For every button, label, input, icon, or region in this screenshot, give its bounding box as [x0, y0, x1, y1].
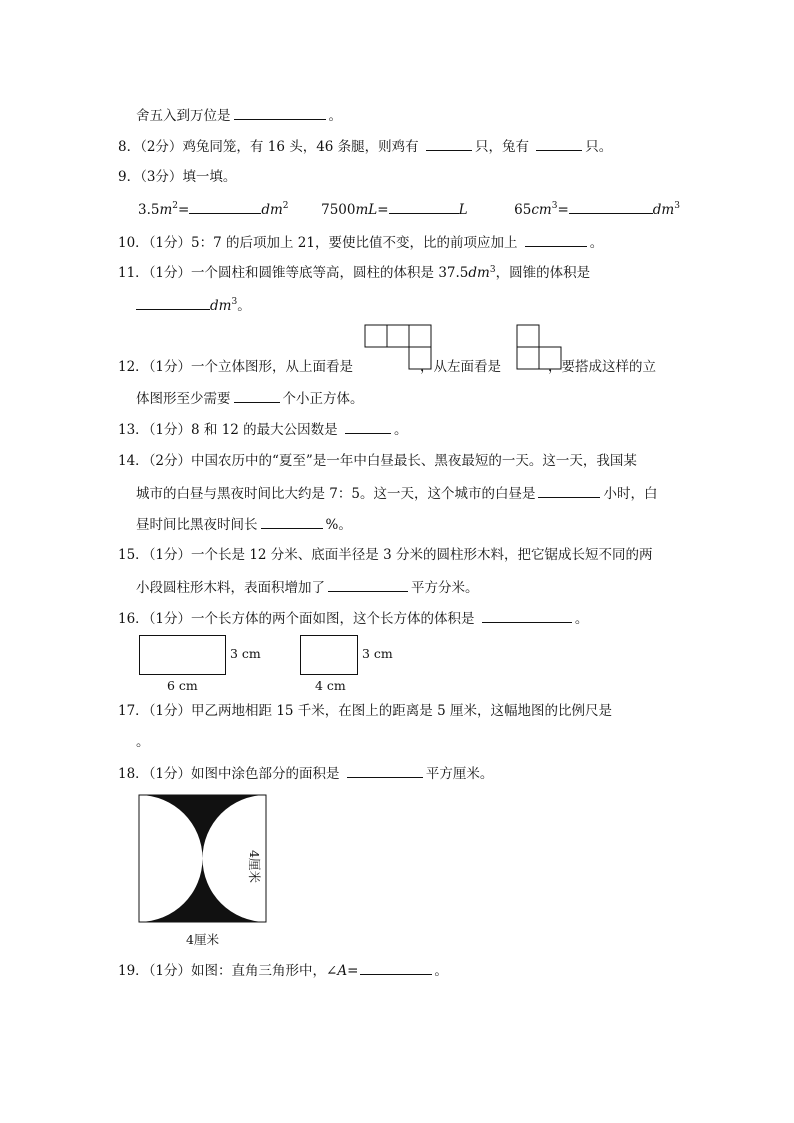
answer-blank-a[interactable]	[189, 200, 261, 214]
answer-blank-percent[interactable]	[261, 515, 323, 529]
face-2-height-label: 3 cm	[362, 646, 393, 661]
question-15-line2: 小段圆柱形木料，表面积增加了 平方分米。	[136, 580, 479, 596]
question-13: 13．（1分）8 和 12 的最大公因数是 。	[118, 422, 408, 438]
answer-blank-chicken[interactable]	[426, 137, 472, 151]
face-1-height-label: 3 cm	[230, 646, 261, 661]
question-12-continuation: 体图形至少需要 个小正方体。	[136, 391, 364, 407]
question-8: 8．（2分）鸡兔同笼，有 16 头，46 条腿，则鸡有 只，兔有 只。	[118, 139, 613, 155]
answer-blank-hours[interactable]	[538, 484, 600, 498]
question-14: 14．（2分）中国农历中的“夏至”是一年中白昼最长、黑夜最短的一天。这一天，我国某	[118, 453, 637, 469]
question-14-line2: 城市的白昼与黑夜时间比大约是 7：5。这一天，这个城市的白昼是 小时，白	[136, 486, 658, 502]
question-18: 18．（1分）如图中涂色部分的面积是 平方厘米。	[118, 766, 494, 782]
figure-side-label: 4厘米	[247, 850, 262, 883]
answer-blank-b[interactable]	[389, 200, 459, 214]
q7-continuation: 舍五入到万位是 。	[136, 108, 342, 124]
question-19: 19．（1分）如图：直角三角形中，∠A= 。	[118, 963, 448, 979]
question-9: 9．（3分）填一填。	[118, 169, 237, 185]
rectangle-face-1	[139, 635, 226, 675]
answer-blank-rabbit[interactable]	[536, 137, 582, 151]
question-11: 11．（1分）一个圆柱和圆锥等底等高，圆柱的体积是 $37.5dm^3$，圆锥的体积是	[118, 265, 591, 281]
question-16: 16．（1分）一个长方体的两个面如图，这个长方体的体积是 。	[118, 611, 589, 627]
answer-blank[interactable]	[328, 578, 408, 592]
answer-blank[interactable]	[345, 420, 391, 434]
question-10: 10．（1分）5：7 的后项加上 21，要使比值不变，比的前项应加上 。	[118, 235, 604, 251]
answer-blank-c[interactable]	[569, 200, 653, 214]
answer-blank[interactable]	[525, 233, 587, 247]
question-15: 15．（1分）一个长是 12 分米、底面半径是 3 分米的圆柱形木料，把它锯成长短不同的两	[118, 547, 653, 563]
answer-blank[interactable]	[482, 609, 572, 623]
answer-blank[interactable]	[360, 961, 432, 975]
question-11-continuation: $dm^3$。	[136, 296, 251, 315]
question-9-row: $3.5m^2= dm^2$ 7500mL= L $65cm^3= dm^3$	[138, 201, 680, 218]
face-1-width-label: 6 cm	[167, 678, 198, 693]
rectangle-face-2	[300, 635, 358, 675]
figure-bottom-label: 4厘米	[186, 932, 219, 947]
answer-blank[interactable]	[234, 106, 326, 120]
answer-blank[interactable]	[234, 389, 280, 403]
question-17: 17．（1分）甲乙两地相距 15 千米，在图上的距离是 5 厘米，这幅地图的比例尺是	[118, 703, 612, 719]
question-12: 12．（1分）一个立体图形，从上面看是 ，从左面看是 ，要搭成这样的立	[118, 359, 657, 375]
question-17-continuation: 。	[136, 734, 150, 750]
answer-blank[interactable]	[347, 764, 423, 778]
question-14-line3: 昼时间比黑夜时间长 %。	[136, 517, 352, 533]
face-2-width-label: 4 cm	[315, 678, 346, 693]
answer-blank[interactable]	[136, 296, 210, 310]
